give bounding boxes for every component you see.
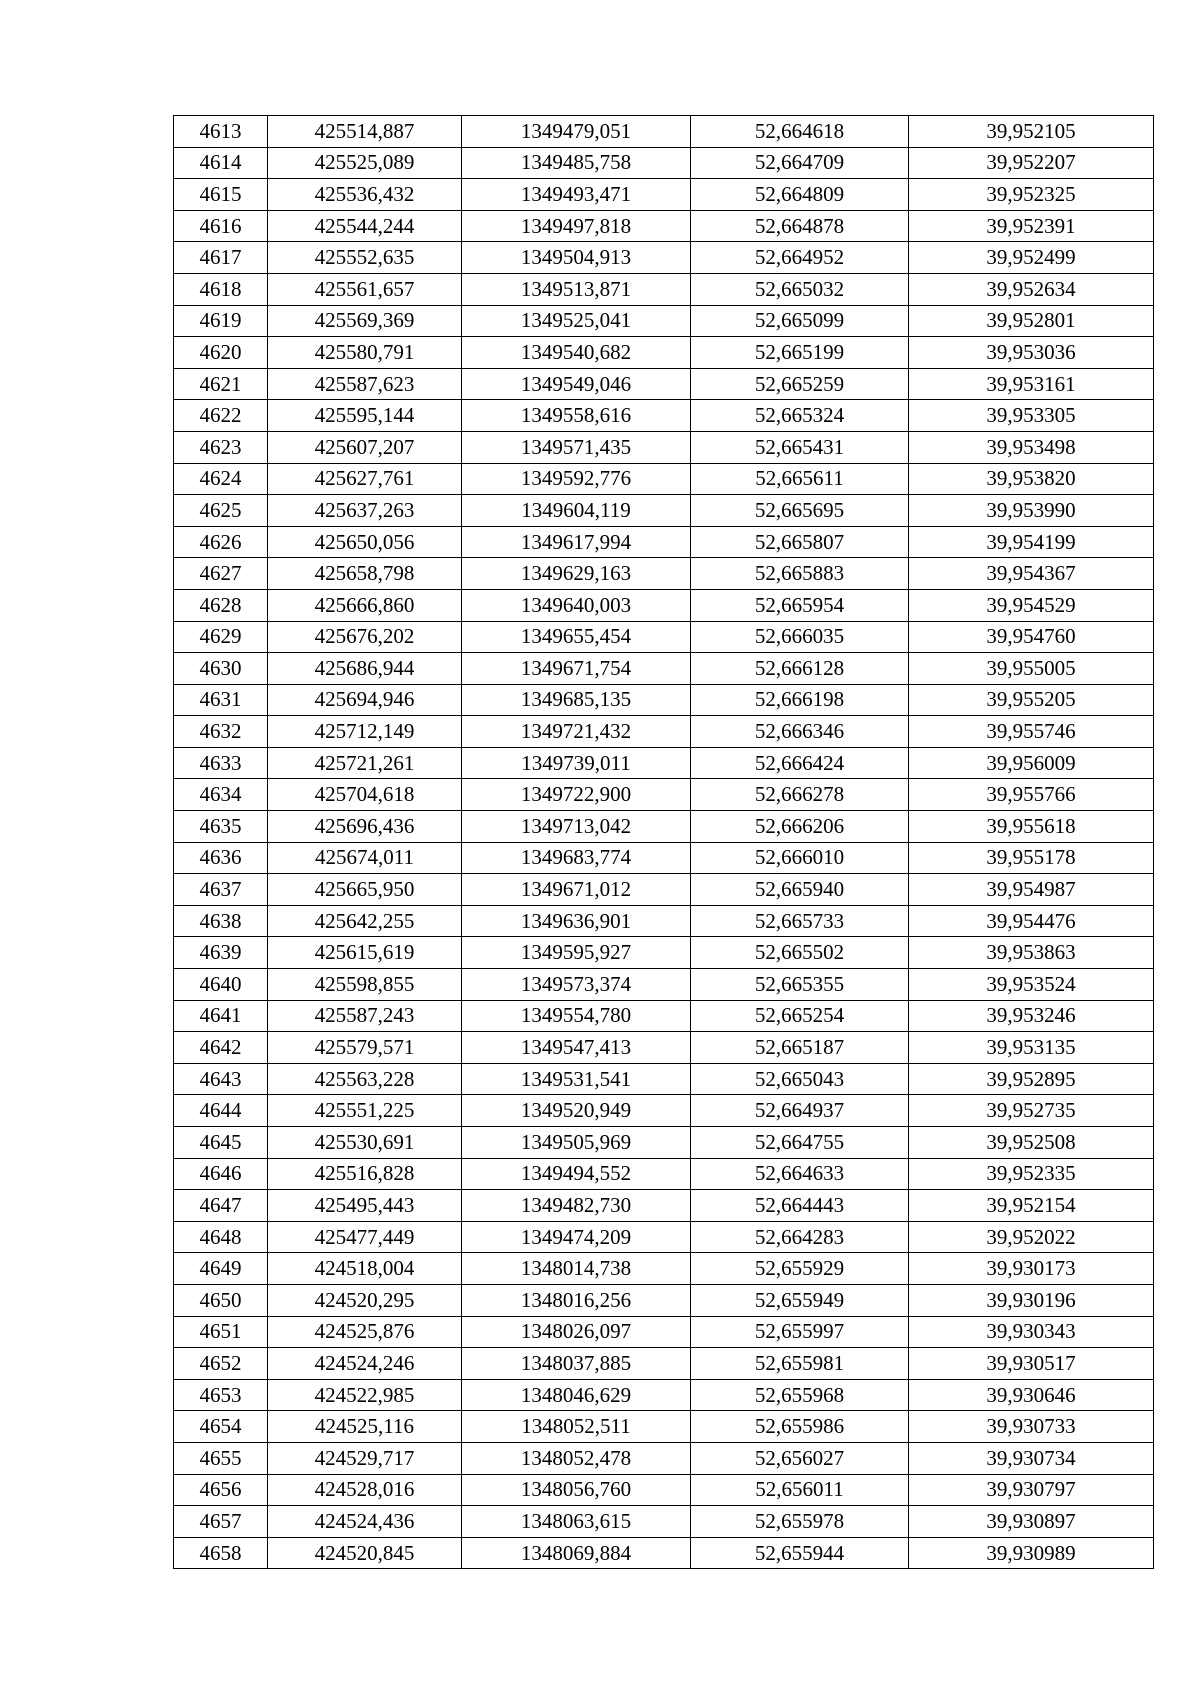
latitude-cell: 52,655978 [691,1506,909,1538]
y-coordinate-cell: 1349547,413 [462,1032,691,1064]
x-coordinate-cell: 425569,369 [268,305,462,337]
longitude-cell: 39,953305 [909,400,1154,432]
y-coordinate-cell: 1349617,994 [462,526,691,558]
table-row [174,273,1154,305]
table-row [174,1379,1154,1411]
table-row [174,1506,1154,1538]
x-coordinate-cell: 425563,228 [268,1063,462,1095]
point-number-cell: 4645 [174,1127,268,1159]
y-coordinate-cell: 1349592,776 [462,463,691,495]
x-coordinate-cell: 424524,246 [268,1348,462,1380]
table-row [174,1221,1154,1253]
latitude-cell: 52,666010 [691,842,909,874]
point-number-cell: 4646 [174,1158,268,1190]
latitude-cell: 52,664952 [691,242,909,274]
point-number-cell: 4633 [174,747,268,779]
x-coordinate-cell: 425637,263 [268,495,462,527]
latitude-cell: 52,665199 [691,337,909,369]
longitude-cell: 39,953524 [909,969,1154,1001]
latitude-cell: 52,656011 [691,1474,909,1506]
longitude-cell: 39,953161 [909,368,1154,400]
x-coordinate-cell: 425587,243 [268,1000,462,1032]
point-number-cell: 4626 [174,526,268,558]
point-number-cell: 4634 [174,779,268,811]
y-coordinate-cell: 1349655,454 [462,621,691,653]
table-row [174,716,1154,748]
table-row [174,1063,1154,1095]
table-row [174,558,1154,590]
longitude-cell: 39,953036 [909,337,1154,369]
longitude-cell: 39,930734 [909,1442,1154,1474]
latitude-cell: 52,655986 [691,1411,909,1443]
longitude-cell: 39,952801 [909,305,1154,337]
table-row [174,874,1154,906]
point-number-cell: 4652 [174,1348,268,1380]
x-coordinate-cell: 425551,225 [268,1095,462,1127]
point-number-cell: 4622 [174,400,268,432]
point-number-cell: 4636 [174,842,268,874]
y-coordinate-cell: 1349640,003 [462,589,691,621]
x-coordinate-cell: 425627,761 [268,463,462,495]
y-coordinate-cell: 1349636,901 [462,905,691,937]
x-coordinate-cell: 425579,571 [268,1032,462,1064]
latitude-cell: 52,655997 [691,1316,909,1348]
x-coordinate-cell: 425607,207 [268,431,462,463]
point-number-cell: 4621 [174,368,268,400]
latitude-cell: 52,665099 [691,305,909,337]
y-coordinate-cell: 1349722,900 [462,779,691,811]
x-coordinate-cell: 425561,657 [268,273,462,305]
x-coordinate-cell: 425658,798 [268,558,462,590]
table-row [174,1095,1154,1127]
latitude-cell: 52,664878 [691,210,909,242]
longitude-cell: 39,953990 [909,495,1154,527]
y-coordinate-cell: 1349479,051 [462,116,691,148]
y-coordinate-cell: 1349721,432 [462,716,691,748]
y-coordinate-cell: 1349497,818 [462,210,691,242]
x-coordinate-cell: 425495,443 [268,1190,462,1222]
x-coordinate-cell: 424525,876 [268,1316,462,1348]
y-coordinate-cell: 1349485,758 [462,147,691,179]
latitude-cell: 52,665032 [691,273,909,305]
longitude-cell: 39,952735 [909,1095,1154,1127]
table-row [174,1474,1154,1506]
latitude-cell: 52,665324 [691,400,909,432]
longitude-cell: 39,930733 [909,1411,1154,1443]
table-row [174,1158,1154,1190]
y-coordinate-cell: 1349482,730 [462,1190,691,1222]
latitude-cell: 52,664755 [691,1127,909,1159]
point-number-cell: 4614 [174,147,268,179]
point-number-cell: 4629 [174,621,268,653]
y-coordinate-cell: 1348046,629 [462,1379,691,1411]
y-coordinate-cell: 1348063,615 [462,1506,691,1538]
x-coordinate-cell: 424522,985 [268,1379,462,1411]
latitude-cell: 52,665259 [691,368,909,400]
latitude-cell: 52,665502 [691,937,909,969]
y-coordinate-cell: 1349504,913 [462,242,691,274]
latitude-cell: 52,665954 [691,589,909,621]
longitude-cell: 39,952335 [909,1158,1154,1190]
longitude-cell: 39,954987 [909,874,1154,906]
latitude-cell: 52,666035 [691,621,909,653]
longitude-cell: 39,955005 [909,653,1154,685]
longitude-cell: 39,952022 [909,1221,1154,1253]
point-number-cell: 4613 [174,116,268,148]
latitude-cell: 52,665043 [691,1063,909,1095]
longitude-cell: 39,930989 [909,1537,1154,1569]
x-coordinate-cell: 425686,944 [268,653,462,685]
longitude-cell: 39,955205 [909,684,1154,716]
table-row [174,1537,1154,1569]
point-number-cell: 4639 [174,937,268,969]
table-row [174,116,1154,148]
x-coordinate-cell: 425712,149 [268,716,462,748]
latitude-cell: 52,666128 [691,653,909,685]
y-coordinate-cell: 1349571,435 [462,431,691,463]
point-number-cell: 4644 [174,1095,268,1127]
latitude-cell: 52,656027 [691,1442,909,1474]
y-coordinate-cell: 1348026,097 [462,1316,691,1348]
longitude-cell: 39,953135 [909,1032,1154,1064]
x-coordinate-cell: 425650,056 [268,526,462,558]
y-coordinate-cell: 1349525,041 [462,305,691,337]
y-coordinate-cell: 1349713,042 [462,811,691,843]
longitude-cell: 39,956009 [909,747,1154,779]
table-row [174,747,1154,779]
longitude-cell: 39,953820 [909,463,1154,495]
point-number-cell: 4630 [174,653,268,685]
y-coordinate-cell: 1348037,885 [462,1348,691,1380]
latitude-cell: 52,664809 [691,179,909,211]
y-coordinate-cell: 1349573,374 [462,969,691,1001]
y-coordinate-cell: 1348014,738 [462,1253,691,1285]
longitude-cell: 39,955178 [909,842,1154,874]
point-number-cell: 4655 [174,1442,268,1474]
longitude-cell: 39,955746 [909,716,1154,748]
latitude-cell: 52,665807 [691,526,909,558]
longitude-cell: 39,930797 [909,1474,1154,1506]
point-number-cell: 4625 [174,495,268,527]
y-coordinate-cell: 1349554,780 [462,1000,691,1032]
x-coordinate-cell: 425615,619 [268,937,462,969]
point-number-cell: 4651 [174,1316,268,1348]
x-coordinate-cell: 424518,004 [268,1253,462,1285]
point-number-cell: 4631 [174,684,268,716]
latitude-cell: 52,655981 [691,1348,909,1380]
table-row [174,1190,1154,1222]
latitude-cell: 52,664283 [691,1221,909,1253]
point-number-cell: 4656 [174,1474,268,1506]
y-coordinate-cell: 1349540,682 [462,337,691,369]
y-coordinate-cell: 1348016,256 [462,1284,691,1316]
longitude-cell: 39,930517 [909,1348,1154,1380]
longitude-cell: 39,954476 [909,905,1154,937]
point-number-cell: 4638 [174,905,268,937]
coordinates-table-body [174,116,1154,1569]
latitude-cell: 52,664709 [691,147,909,179]
longitude-cell: 39,953246 [909,1000,1154,1032]
x-coordinate-cell: 425666,860 [268,589,462,621]
table-row [174,210,1154,242]
point-number-cell: 4657 [174,1506,268,1538]
longitude-cell: 39,952154 [909,1190,1154,1222]
y-coordinate-cell: 1349505,969 [462,1127,691,1159]
y-coordinate-cell: 1349513,871 [462,273,691,305]
longitude-cell: 39,930646 [909,1379,1154,1411]
y-coordinate-cell: 1349683,774 [462,842,691,874]
x-coordinate-cell: 425598,855 [268,969,462,1001]
point-number-cell: 4641 [174,1000,268,1032]
point-number-cell: 4615 [174,179,268,211]
y-coordinate-cell: 1349493,471 [462,179,691,211]
table-row [174,526,1154,558]
longitude-cell: 39,952391 [909,210,1154,242]
y-coordinate-cell: 1349685,135 [462,684,691,716]
table-row [174,969,1154,1001]
point-number-cell: 4654 [174,1411,268,1443]
x-coordinate-cell: 425696,436 [268,811,462,843]
longitude-cell: 39,930196 [909,1284,1154,1316]
x-coordinate-cell: 425544,244 [268,210,462,242]
x-coordinate-cell: 425704,618 [268,779,462,811]
longitude-cell: 39,955618 [909,811,1154,843]
longitude-cell: 39,954199 [909,526,1154,558]
point-number-cell: 4648 [174,1221,268,1253]
y-coordinate-cell: 1349629,163 [462,558,691,590]
x-coordinate-cell: 425642,255 [268,905,462,937]
y-coordinate-cell: 1349494,552 [462,1158,691,1190]
latitude-cell: 52,665187 [691,1032,909,1064]
longitude-cell: 39,930343 [909,1316,1154,1348]
x-coordinate-cell: 424529,717 [268,1442,462,1474]
longitude-cell: 39,953863 [909,937,1154,969]
table-row [174,905,1154,937]
y-coordinate-cell: 1348052,478 [462,1442,691,1474]
table-row [174,621,1154,653]
longitude-cell: 39,952499 [909,242,1154,274]
latitude-cell: 52,665254 [691,1000,909,1032]
table-row [174,937,1154,969]
latitude-cell: 52,664618 [691,116,909,148]
point-number-cell: 4649 [174,1253,268,1285]
table-row [174,1253,1154,1285]
y-coordinate-cell: 1348052,511 [462,1411,691,1443]
latitude-cell: 52,655944 [691,1537,909,1569]
latitude-cell: 52,666198 [691,684,909,716]
y-coordinate-cell: 1349604,119 [462,495,691,527]
longitude-cell: 39,952508 [909,1127,1154,1159]
table-row [174,811,1154,843]
x-coordinate-cell: 425530,691 [268,1127,462,1159]
point-number-cell: 4653 [174,1379,268,1411]
x-coordinate-cell: 424520,845 [268,1537,462,1569]
y-coordinate-cell: 1349671,754 [462,653,691,685]
y-coordinate-cell: 1349671,012 [462,874,691,906]
latitude-cell: 52,655968 [691,1379,909,1411]
longitude-cell: 39,952895 [909,1063,1154,1095]
x-coordinate-cell: 425674,011 [268,842,462,874]
point-number-cell: 4619 [174,305,268,337]
table-row [174,779,1154,811]
x-coordinate-cell: 425516,828 [268,1158,462,1190]
table-row [174,431,1154,463]
x-coordinate-cell: 425587,623 [268,368,462,400]
latitude-cell: 52,666424 [691,747,909,779]
y-coordinate-cell: 1348056,760 [462,1474,691,1506]
table-row [174,495,1154,527]
latitude-cell: 52,665695 [691,495,909,527]
x-coordinate-cell: 425514,887 [268,116,462,148]
table-row [174,305,1154,337]
longitude-cell: 39,952207 [909,147,1154,179]
point-number-cell: 4620 [174,337,268,369]
point-number-cell: 4647 [174,1190,268,1222]
point-number-cell: 4640 [174,969,268,1001]
point-number-cell: 4617 [174,242,268,274]
point-number-cell: 4642 [174,1032,268,1064]
y-coordinate-cell: 1348069,884 [462,1537,691,1569]
latitude-cell: 52,655929 [691,1253,909,1285]
table-row [174,400,1154,432]
x-coordinate-cell: 425595,144 [268,400,462,432]
x-coordinate-cell: 425525,089 [268,147,462,179]
latitude-cell: 52,665431 [691,431,909,463]
table-row [174,179,1154,211]
table-row [174,368,1154,400]
point-number-cell: 4635 [174,811,268,843]
y-coordinate-cell: 1349474,209 [462,1221,691,1253]
x-coordinate-cell: 424524,436 [268,1506,462,1538]
x-coordinate-cell: 425721,261 [268,747,462,779]
table-row [174,1000,1154,1032]
table-row [174,684,1154,716]
latitude-cell: 52,655949 [691,1284,909,1316]
point-number-cell: 4616 [174,210,268,242]
latitude-cell: 52,665611 [691,463,909,495]
x-coordinate-cell: 425676,202 [268,621,462,653]
table-row [174,147,1154,179]
longitude-cell: 39,952105 [909,116,1154,148]
latitude-cell: 52,665883 [691,558,909,590]
x-coordinate-cell: 425552,635 [268,242,462,274]
table-row [174,1127,1154,1159]
table-row [174,242,1154,274]
point-number-cell: 4658 [174,1537,268,1569]
longitude-cell: 39,952634 [909,273,1154,305]
point-number-cell: 4650 [174,1284,268,1316]
point-number-cell: 4632 [174,716,268,748]
table-row [174,1316,1154,1348]
point-number-cell: 4627 [174,558,268,590]
latitude-cell: 52,664443 [691,1190,909,1222]
latitude-cell: 52,666346 [691,716,909,748]
latitude-cell: 52,665355 [691,969,909,1001]
latitude-cell: 52,664633 [691,1158,909,1190]
longitude-cell: 39,930897 [909,1506,1154,1538]
table-row [174,1411,1154,1443]
table-row [174,463,1154,495]
x-coordinate-cell: 425694,946 [268,684,462,716]
table-row [174,1348,1154,1380]
x-coordinate-cell: 425665,950 [268,874,462,906]
latitude-cell: 52,664937 [691,1095,909,1127]
longitude-cell: 39,953498 [909,431,1154,463]
table-row [174,1442,1154,1474]
latitude-cell: 52,665733 [691,905,909,937]
x-coordinate-cell: 425580,791 [268,337,462,369]
latitude-cell: 52,666206 [691,811,909,843]
table-row [174,589,1154,621]
coordinates-table [173,115,1154,1569]
y-coordinate-cell: 1349558,616 [462,400,691,432]
latitude-cell: 52,665940 [691,874,909,906]
table-row [174,842,1154,874]
point-number-cell: 4618 [174,273,268,305]
point-number-cell: 4637 [174,874,268,906]
point-number-cell: 4623 [174,431,268,463]
x-coordinate-cell: 425477,449 [268,1221,462,1253]
longitude-cell: 39,930173 [909,1253,1154,1285]
point-number-cell: 4628 [174,589,268,621]
longitude-cell: 39,952325 [909,179,1154,211]
x-coordinate-cell: 425536,432 [268,179,462,211]
point-number-cell: 4643 [174,1063,268,1095]
latitude-cell: 52,666278 [691,779,909,811]
table-row [174,653,1154,685]
x-coordinate-cell: 424520,295 [268,1284,462,1316]
table-row [174,1284,1154,1316]
table-row [174,1032,1154,1064]
point-number-cell: 4624 [174,463,268,495]
x-coordinate-cell: 424525,116 [268,1411,462,1443]
y-coordinate-cell: 1349595,927 [462,937,691,969]
longitude-cell: 39,954367 [909,558,1154,590]
x-coordinate-cell: 424528,016 [268,1474,462,1506]
y-coordinate-cell: 1349739,011 [462,747,691,779]
y-coordinate-cell: 1349520,949 [462,1095,691,1127]
longitude-cell: 39,954760 [909,621,1154,653]
table-row [174,337,1154,369]
y-coordinate-cell: 1349549,046 [462,368,691,400]
longitude-cell: 39,955766 [909,779,1154,811]
y-coordinate-cell: 1349531,541 [462,1063,691,1095]
longitude-cell: 39,954529 [909,589,1154,621]
